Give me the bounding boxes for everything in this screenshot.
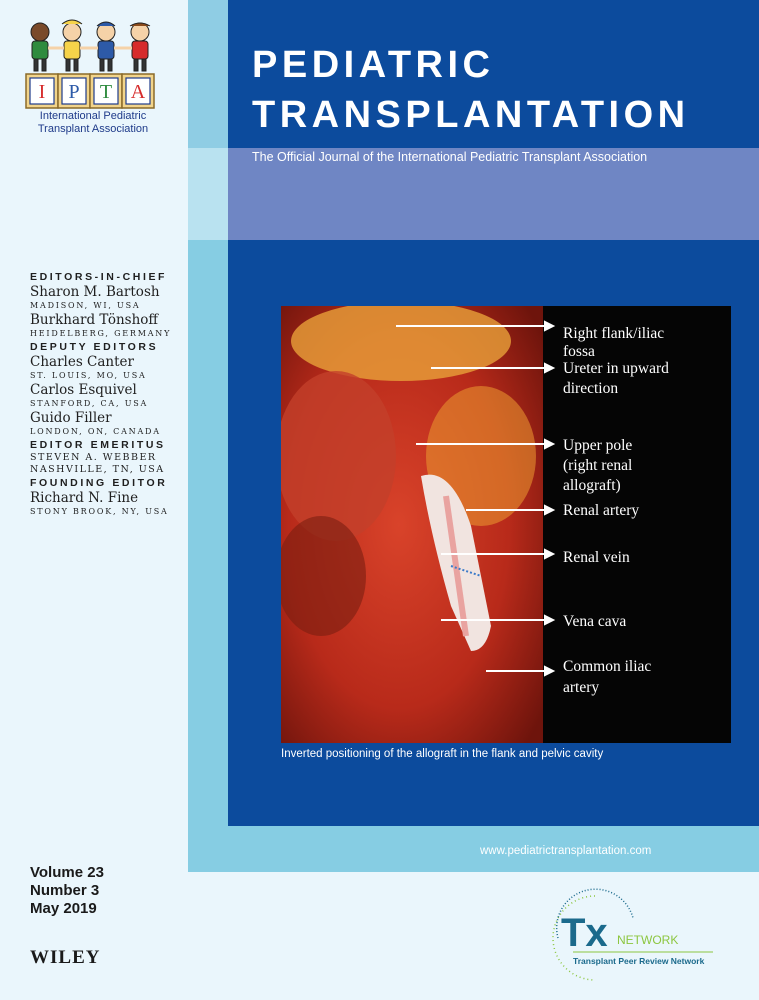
label-upper-pole-cont: (right renal	[563, 457, 633, 474]
tx-tagline: Transplant Peer Review Network	[573, 956, 705, 966]
editor-list	[30, 270, 190, 518]
editor-name: Richard N. Fine	[30, 490, 139, 506]
editors-in-chief-heading: EDITORS-IN-CHIEF	[30, 271, 168, 283]
issue-volume: Volume 23	[30, 864, 104, 881]
block-letter-a: A	[130, 81, 146, 103]
editor-location: MADISON, WI, USA	[30, 301, 141, 310]
figure-caption: Inverted positioning of the allograft in the flank and pelvic cavity	[281, 748, 604, 760]
label-common-iliac: Common iliac	[563, 658, 652, 675]
editor-name: Sharon M. Bartosh	[30, 284, 160, 300]
editor-name: Charles Canter	[30, 354, 134, 370]
label-right-flank-cont: fossa	[563, 343, 595, 360]
block-letter-t: T	[99, 81, 113, 103]
issue-date: May 2019	[30, 900, 97, 917]
title-line1: PEDIATRIC	[252, 44, 495, 86]
pale-strip	[188, 148, 228, 240]
label-upper-pole-cont2: allograft)	[563, 477, 621, 494]
editor-emeritus-name: STEVEN A. WEBBER	[30, 452, 157, 463]
tx-network-word: NETWORK	[617, 933, 679, 947]
block-letter-i: I	[38, 81, 46, 103]
label-upper-pole: Upper pole	[563, 437, 633, 454]
logo-name-line2: Transplant Association	[37, 123, 149, 135]
label-common-iliac-cont: artery	[563, 679, 600, 696]
tx-network-logo	[533, 888, 733, 988]
editor-location: ST. LOUIS, MO, USA	[30, 371, 147, 380]
label-ureter-cont: direction	[563, 380, 619, 397]
label-right-flank: Right flank/iliac	[563, 325, 665, 342]
journal-subtitle: The Official Journal of the International Pediatric Transplant Association	[252, 150, 648, 164]
label-vena-cava: Vena cava	[563, 613, 627, 630]
journal-website: www.pediatrictransplantation.com	[480, 845, 652, 857]
issue-info	[30, 864, 104, 918]
cover-photo	[281, 306, 731, 743]
block-letter-p: P	[68, 81, 80, 103]
editor-location: STONY BROOK, NY, USA	[30, 507, 169, 516]
issue-number: Number 3	[30, 882, 100, 899]
editor-emeritus-heading: EDITOR EMERITUS	[30, 439, 166, 451]
label-ureter: Ureter in upward	[563, 360, 669, 377]
ipta-logo	[18, 16, 168, 144]
editor-location: HEIDELBERG, GERMANY	[30, 329, 172, 338]
publisher-logo: WILEY	[30, 947, 101, 968]
editor-name: Burkhard Tönshoff	[30, 312, 159, 328]
label-renal-artery: Renal artery	[563, 502, 640, 519]
children-icon	[18, 16, 168, 120]
editor-name: Guido Filler	[30, 410, 112, 426]
logo-name-line1: International Pediatric	[39, 110, 147, 122]
editor-location: STANFORD, CA, USA	[30, 399, 149, 408]
journal-title	[252, 40, 690, 140]
editor-emeritus-location: NASHVILLE, TN, USA	[30, 464, 165, 475]
title-line2: TRANSPLANTATION	[252, 94, 690, 136]
deputy-editors-heading: DEPUTY EDITORS	[30, 341, 159, 353]
tx-mark: Tx	[561, 911, 608, 955]
founding-editor-heading: FOUNDING EDITOR	[30, 477, 168, 489]
label-renal-vein: Renal vein	[563, 549, 630, 566]
editor-name: Carlos Esquivel	[30, 382, 137, 398]
editor-location: LONDON, ON, CANADA	[30, 427, 161, 436]
